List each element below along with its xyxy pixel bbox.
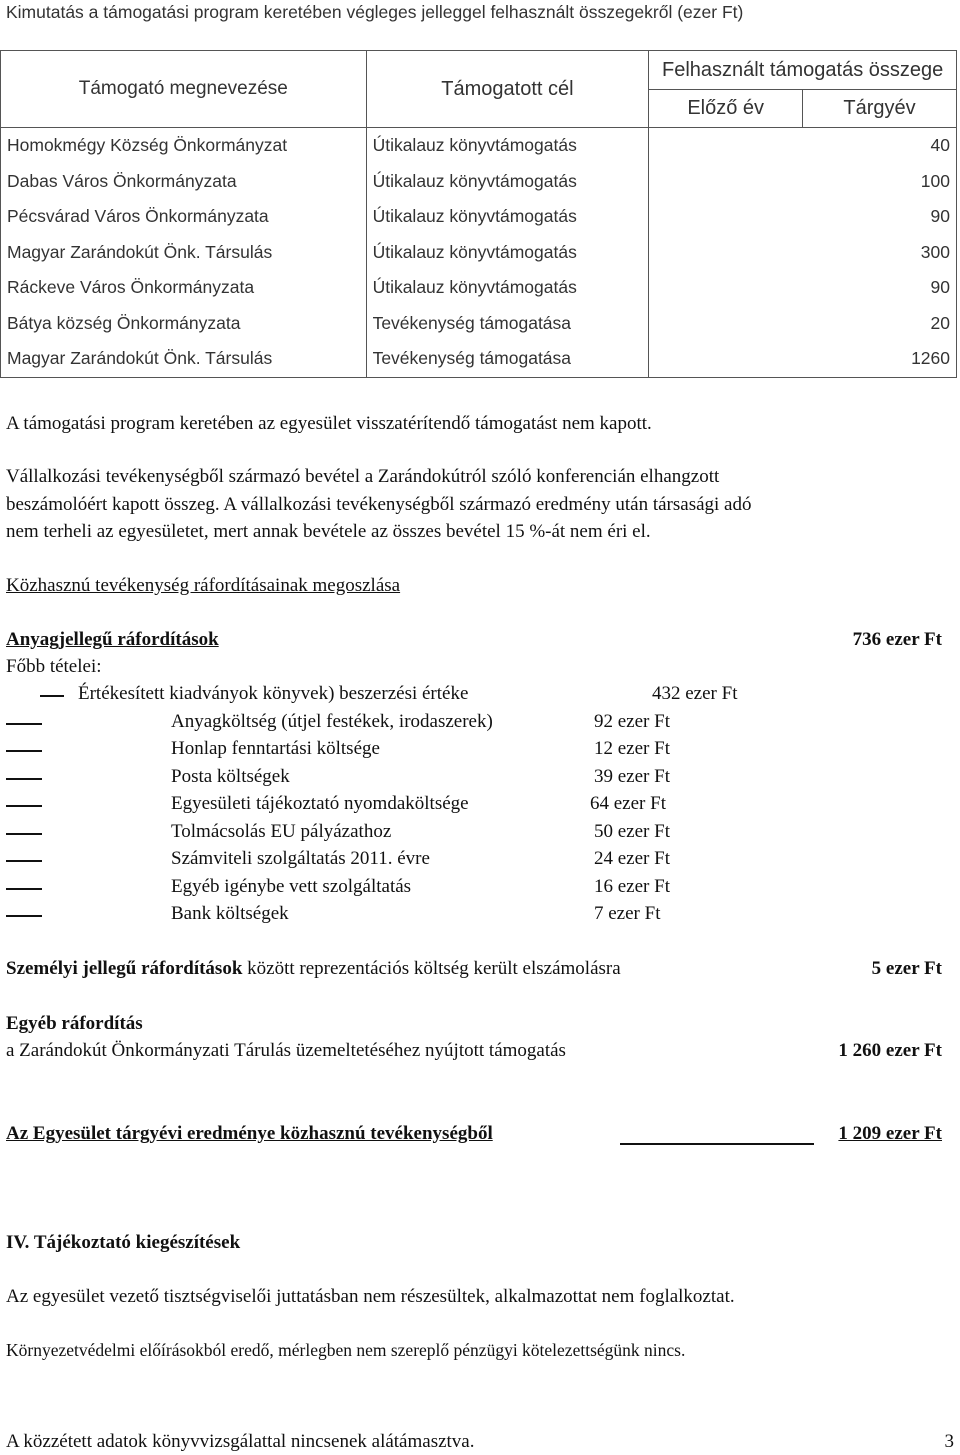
list-item-amount: 16 ezer Ft — [594, 876, 670, 897]
list-item-amount: 432 ezer Ft — [652, 683, 738, 704]
list-item-amount: 24 ezer Ft — [594, 848, 670, 869]
material-amount: 736 ezer Ft — [852, 629, 942, 650]
header-current-year: Tárgyév — [803, 90, 957, 128]
paragraph-officers: Az egyesület vezető tisztségviselői juttatásban nem részesültek, alkalmazottat nem foglalkoztat. — [6, 1286, 735, 1307]
cell-purpose: Útikalauz könyvtámogatás — [366, 270, 649, 306]
result-amount: 1 209 ezer Ft — [838, 1123, 942, 1144]
cell-purpose: Útikalauz könyvtámogatás — [366, 199, 649, 235]
table-row — [1, 341, 957, 377]
list-item-amount: 7 ezer Ft — [594, 903, 661, 924]
header-amount-group: Felhasznált támogatás összege — [649, 51, 957, 90]
result-underline — [620, 1143, 814, 1145]
table-row — [1, 270, 957, 306]
cell-prev — [649, 235, 803, 271]
list-dash — [6, 915, 42, 917]
list-item-label: Egyéb igénybe vett szolgáltatás — [171, 876, 412, 897]
cell-supporter: Magyar Zarándokút Önk. Társulás — [1, 235, 367, 271]
other-amount: 1 260 ezer Ft — [838, 1040, 942, 1061]
cell-prev — [649, 128, 803, 164]
list-item-amount: 92 ezer Ft — [594, 711, 670, 732]
cell-supporter: Pécsvárad Város Önkormányzata — [1, 199, 367, 235]
cell-current: 1260 — [803, 341, 957, 377]
list-dash — [6, 833, 42, 835]
list-dash — [6, 805, 42, 807]
cell-current: 100 — [803, 164, 957, 200]
section-title: Közhasznú tevékenység ráfordításainak megoszlása — [6, 575, 401, 596]
document-title: Kimutatás a támogatási program keretében végleges jelleggel felhasznált összegekről (ezer Ft) — [6, 2, 744, 22]
cell-purpose: Útikalauz könyvtámogatás — [366, 128, 649, 164]
paragraph-business-line-2: beszámolóért kapott összeg. A vállalkozási tevékenységből származó eredmény után társasági adó — [6, 494, 752, 515]
personal-text: között reprezentációs költség került elszámolásra — [242, 958, 621, 979]
paragraph-business-line-3: nem terheli az egyesületet, mert annak bevétele az összes bevétel 15 %-át nem éri el. — [6, 521, 651, 542]
material-label: Anyagjellegű ráfordítások — [6, 629, 219, 650]
list-item-amount: 39 ezer Ft — [594, 766, 670, 787]
main-items-label: Főbb tételei: — [6, 656, 102, 677]
table-row — [1, 128, 957, 164]
cell-purpose: Tevékenység támogatása — [366, 341, 649, 377]
footer-text: A közzétett adatok könyvvizsgálattal nincsenek alátámasztva. — [6, 1431, 475, 1452]
list-dash — [6, 778, 42, 780]
cell-prev — [649, 341, 803, 377]
cell-current: 40 — [803, 128, 957, 164]
cell-current: 90 — [803, 199, 957, 235]
list-dash — [6, 860, 42, 862]
list-item-label: Posta költségek — [171, 766, 290, 787]
header-supporter: Támogató megnevezése — [1, 51, 367, 128]
list-item-amount: 12 ezer Ft — [594, 738, 670, 759]
paragraph-business-line-1: Vállalkozási tevékenységből származó bevétel a Zarándokútról szóló konferencián elhangzott — [6, 466, 720, 487]
list-item-amount: 50 ezer Ft — [594, 821, 670, 842]
page-number: 3 — [944, 1431, 954, 1452]
other-label: Egyéb ráfordítás — [6, 1013, 143, 1034]
table-row — [1, 306, 957, 342]
cell-prev — [649, 306, 803, 342]
grant-table — [0, 50, 957, 378]
personal-amount: 5 ezer Ft — [871, 958, 942, 979]
table-row — [1, 199, 957, 235]
cell-prev — [649, 199, 803, 235]
cell-purpose: Tevékenység támogatása — [366, 306, 649, 342]
paragraph-refundable: A támogatási program keretében az egyesület visszatérítendő támogatást nem kapott. — [6, 413, 652, 434]
section4-title: IV. Tájékoztató kiegészítések — [6, 1232, 241, 1253]
list-dash — [40, 695, 64, 697]
list-item-label: Számviteli szolgáltatás 2011. évre — [171, 848, 430, 869]
personal-label: Személyi jellegű ráfordítások — [6, 958, 243, 979]
list-item-label: Bank költségek — [171, 903, 289, 924]
table-row — [1, 164, 957, 200]
header-prev-year: Előző év — [649, 90, 803, 128]
cell-supporter: Ráckeve Város Önkormányzata — [1, 270, 367, 306]
cell-current: 20 — [803, 306, 957, 342]
table-row — [1, 235, 957, 271]
cell-supporter: Dabas Város Önkormányzata — [1, 164, 367, 200]
other-text: a Zarándokút Önkormányzati Tárulás üzemeltetéséhez nyújtott támogatás — [6, 1040, 566, 1061]
list-dash — [6, 750, 42, 752]
cell-purpose: Útikalauz könyvtámogatás — [366, 235, 649, 271]
list-item-label: Anyagköltség (útjel festékek, irodaszerek) — [171, 711, 493, 732]
cell-purpose: Útikalauz könyvtámogatás — [366, 164, 649, 200]
cell-supporter: Homokmégy Község Önkormányzat — [1, 128, 367, 164]
list-dash — [6, 723, 42, 725]
list-item-label: Honlap fenntartási költsége — [171, 738, 380, 759]
personal-line — [6, 958, 621, 980]
list-item-label: Egyesületi tájékoztató nyomdaköltsége — [171, 793, 469, 814]
cell-current: 300 — [803, 235, 957, 271]
cell-prev — [649, 270, 803, 306]
list-dash — [6, 888, 42, 890]
list-item-amount: 64 ezer Ft — [590, 793, 666, 814]
header-purpose: Támogatott cél — [366, 51, 649, 128]
list-item-label: Értékesített kiadványok könyvek) beszerzési értéke — [78, 683, 469, 704]
cell-current: 90 — [803, 270, 957, 306]
cell-supporter: Magyar Zarándokút Önk. Társulás — [1, 341, 367, 377]
cell-prev — [649, 164, 803, 200]
result-label: Az Egyesület tárgyévi eredménye közhasznú tevékenységből — [6, 1123, 493, 1144]
list-item-label: Tolmácsolás EU pályázathoz — [171, 821, 392, 842]
paragraph-environment: Környezetvédelmi előírásokból eredő, mérlegben nem szereplő pénzügyi kötelezettségünk nincs. — [6, 1340, 686, 1360]
cell-supporter: Bátya község Önkormányzata — [1, 306, 367, 342]
